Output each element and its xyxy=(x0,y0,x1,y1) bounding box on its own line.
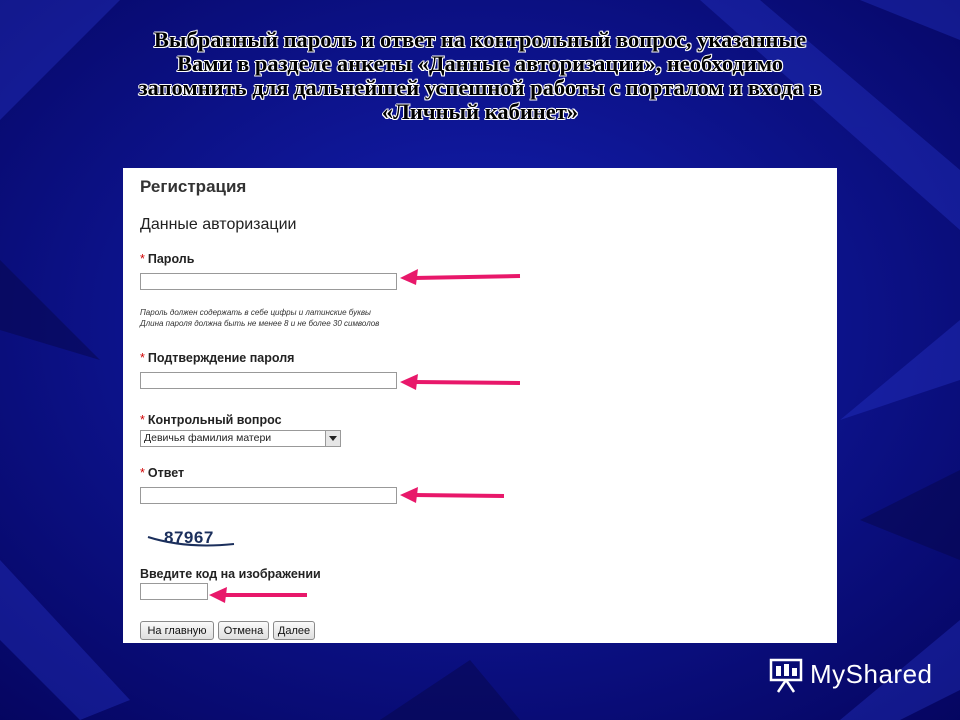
form-title: Регистрация xyxy=(140,177,247,196)
answer-label xyxy=(140,466,184,480)
password-hint xyxy=(140,307,379,329)
arrow-left-icon xyxy=(400,373,522,391)
arrow-left-icon xyxy=(400,268,522,286)
security-question-selected: Девичья фамилия матери xyxy=(144,432,272,444)
password-hint-line-2: Длина пароля должна быть не менее 8 и не более 30 символов xyxy=(140,319,380,328)
confirm-password-label-text: Подтверждение пароля xyxy=(147,351,295,365)
required-mark: * xyxy=(140,466,145,480)
required-mark: * xyxy=(140,413,145,427)
arrow-left-icon xyxy=(209,586,309,604)
captcha-image xyxy=(146,527,241,555)
security-question-label xyxy=(140,413,282,427)
password-hint-line-1: Пароль должен содержать в себе цифры и латинские буквы xyxy=(140,308,371,317)
password-label xyxy=(140,252,194,266)
cancel-button[interactable]: Отмена xyxy=(218,621,269,640)
captcha-code: 87967 xyxy=(164,528,214,547)
slide-heading xyxy=(40,28,920,124)
captcha-label: Введите код на изображении xyxy=(140,567,321,581)
required-mark: * xyxy=(140,351,145,365)
required-mark: * xyxy=(140,252,145,266)
answer-label-text: Ответ xyxy=(147,466,185,480)
captcha-field[interactable] xyxy=(140,583,208,600)
confirm-password-label xyxy=(140,351,294,365)
heading-line-3: запомнить для дальнейшей успешной работы с порталом и входа в xyxy=(138,75,822,100)
dropdown-toggle[interactable] xyxy=(325,431,340,446)
chevron-down-icon xyxy=(329,436,337,441)
presentation-board-icon xyxy=(768,656,806,694)
heading-line-2: Вами в разделе анкеты «Данные авторизации», необходимо xyxy=(176,51,784,76)
myshared-watermark xyxy=(766,656,941,696)
security-question-select[interactable] xyxy=(140,430,341,447)
arrow-left-icon xyxy=(400,486,506,504)
captcha-strike-line xyxy=(146,527,241,555)
answer-field[interactable] xyxy=(140,487,397,504)
password-field[interactable] xyxy=(140,273,397,290)
heading-line-1: Выбранный пароль и ответ на контрольный вопрос, указанные xyxy=(153,27,807,52)
home-button[interactable]: На главную xyxy=(140,621,214,640)
next-button[interactable]: Далее xyxy=(273,621,315,640)
security-question-label-text: Контрольный вопрос xyxy=(147,413,282,427)
password-label-text: Пароль xyxy=(147,252,195,266)
heading-line-4: «Личный кабинет» xyxy=(381,99,579,124)
section-title: Данные авторизации xyxy=(140,216,297,233)
registration-form-screenshot xyxy=(123,168,837,643)
confirm-password-field[interactable] xyxy=(140,372,397,389)
watermark-text: MyShared xyxy=(810,659,933,689)
